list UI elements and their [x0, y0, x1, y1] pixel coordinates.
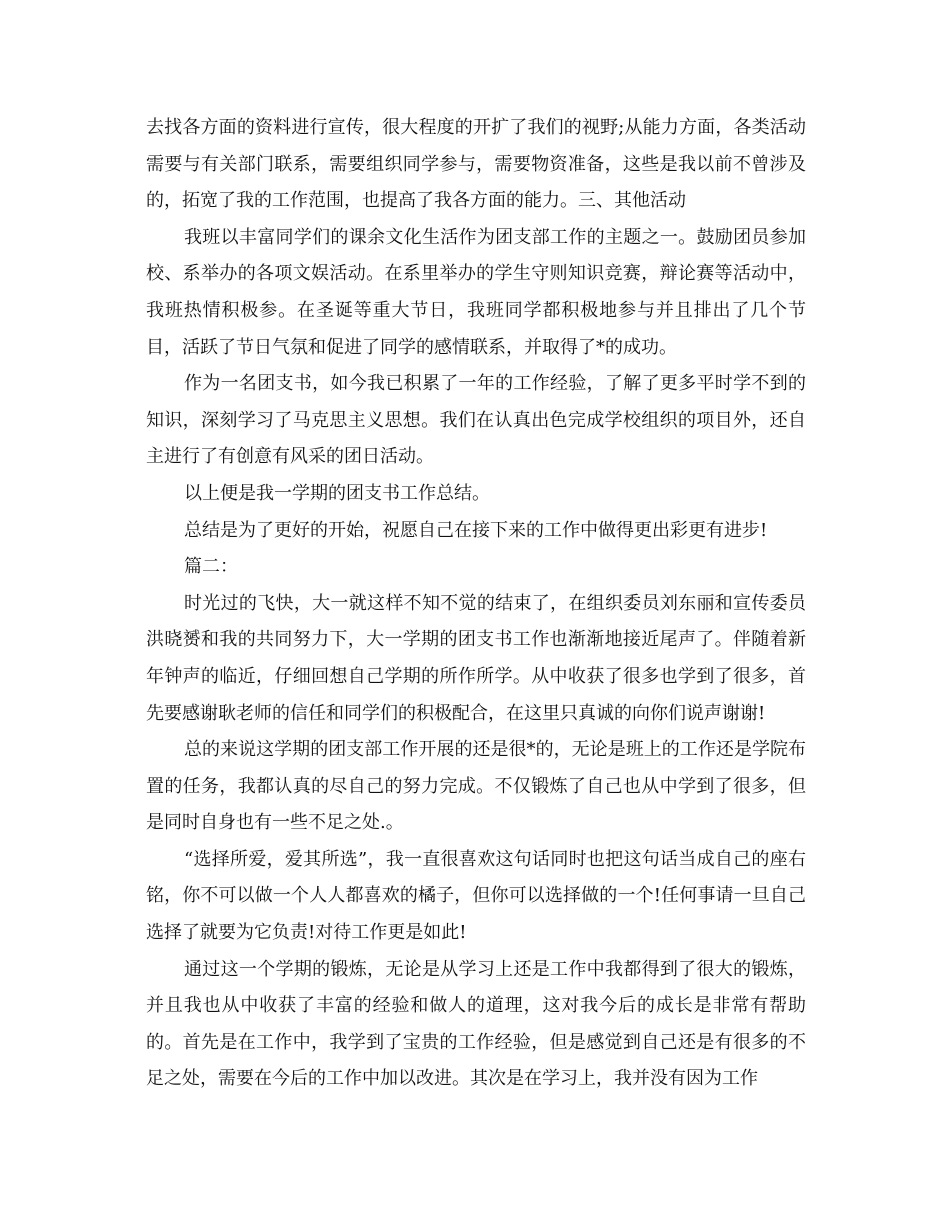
- paragraph: 总结是为了更好的开始，祝愿自己在接下来的工作中做得更出彩更有进步!: [184, 519, 768, 541]
- paragraph: 作为一名团支书，如今我已积累了一年的工作经验，了解了更多平时学不到的知识，深刻学习了马克思主义思想。我们在认真出色完成学校组织的项目外，还自主进行了有创意有风采的团日活动。: [146, 373, 806, 468]
- paragraph: 以上便是我一学期的团支书工作总结。: [184, 482, 490, 504]
- paragraph: 总的来说这学期的团支部工作开展的还是很*的，无论是班上的工作还是学院布置的任务，我都认真的尽自己的努力完成。不仅锻炼了自己也从中学到了很多，但是同时自身也有一些不足之处.。: [146, 739, 806, 834]
- section-heading: 篇二：: [184, 556, 238, 578]
- paragraph: 通过这一个学期的锻炼，无论是从学习上还是工作中我都得到了很大的锻炼，并且我也从中收获了丰富的经验和做人的道理，这对我今后的成长是非常有帮助的。首先是在工作中，我学到了宝贵的工作经验，但是感觉到自己还是有很多的不足之处，需要在今后的工作中加以改进。其次是在学习上，我并没有因为工作: [146, 958, 806, 1090]
- paragraph: “选择所爱，爱其所选”，我一直很喜欢这句话同时也把这句话当成自己的座右铭，你不可以做一个人人都喜欢的橘子，但你可以选择做的一个!任何事请一旦自己选择了就要为它负责!对待工作更是如此!: [146, 848, 806, 944]
- paragraph: 去找各方面的资料进行宣传，很大程度的开扩了我们的视野;从能力方面，各类活动需要与有关部门联系，需要组织同学参与，需要物资准备，这些是我以前不曾涉及的，拓宽了我的工作范围，也提高了我各方面的能力。三、其他活动: [146, 117, 806, 212]
- document-body: [146, 110, 806, 1098]
- paragraph: 我班以丰富同学们的课余文化生活作为团支部工作的主题之一。鼓励团员参加校、系举办的各项文娱活动。在系里举办的学生守则知识竞赛，辩论赛等活动中，我班热情积极参。在圣诞等重大节日，我班同学都积极地参与并且排出了几个节目，活跃了节日气氛和促进了同学的感情联系，并取得了*的成功。: [146, 226, 806, 358]
- paragraph: 时光过的飞快，大一就这样不知不觉的结束了，在组织委员刘东丽和宣传委员洪晓赟和我的共同努力下，大一学期的团支书工作也渐渐地接近尾声了。伴随着新年钟声的临近，仔细回想自己学期的所作所学。从中收获了很多也学到了很多，首先要感谢耿老师的信任和同学们的积极配合，在这里只真诚的向你们说声谢谢!: [146, 592, 806, 724]
